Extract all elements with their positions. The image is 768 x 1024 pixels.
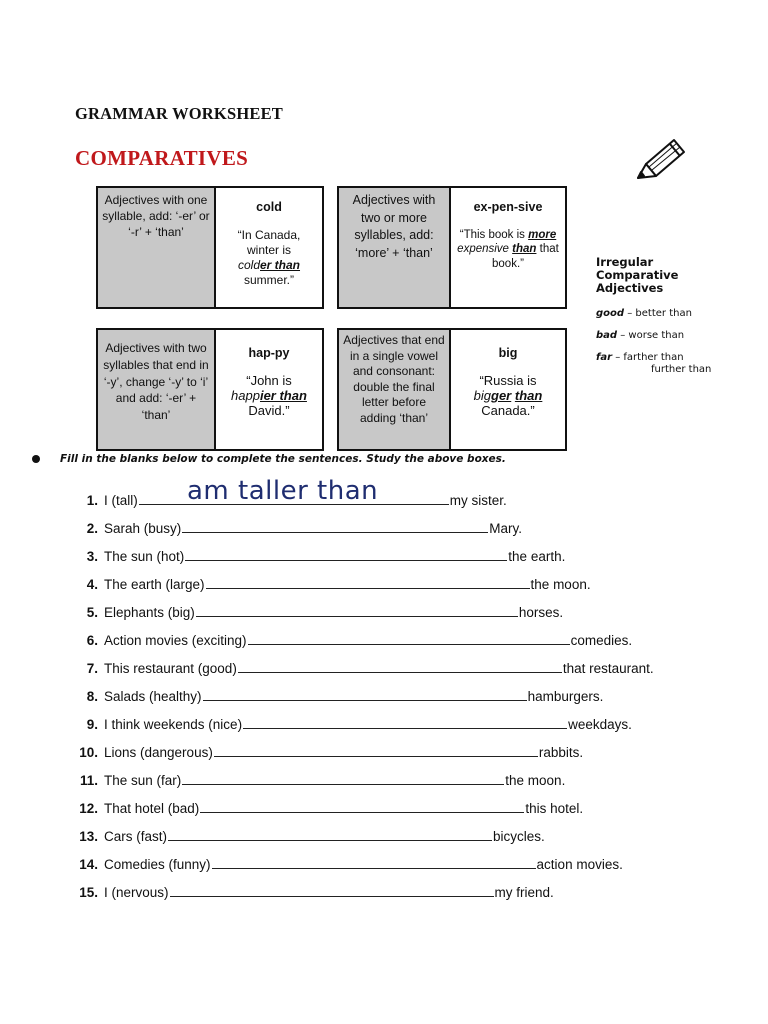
rule-box-ending-y (96, 328, 324, 451)
answer-blank[interactable] (206, 587, 530, 589)
question-prompt: This restaurant (good) (104, 661, 237, 676)
rule-box-two-syllables (337, 186, 567, 309)
answer-blank[interactable] (203, 699, 527, 701)
question-prompt: The sun (far) (104, 773, 182, 788)
example-word: hap-py (248, 346, 290, 360)
question-ending: bicycles. (493, 829, 545, 844)
question-number: 14. (79, 857, 98, 872)
rule-text: Adjectives that end in a single vowel and consonant: double the final letter before adding ‘than’ (339, 330, 451, 449)
answer-blank[interactable] (248, 643, 570, 645)
example-cell (216, 188, 322, 307)
question-row (60, 792, 583, 816)
question-prompt: Cars (fast) (104, 829, 168, 844)
question-ending: horses. (518, 605, 564, 620)
question-number: 8. (86, 689, 98, 704)
question-ending: weekdays. (568, 717, 632, 732)
question-number: 1. (86, 493, 98, 508)
bullet-icon (32, 455, 40, 463)
question-prompt: The sun (hot) (104, 549, 185, 564)
question-prompt: Sarah (busy) (104, 521, 182, 536)
example-word: cold (256, 200, 282, 214)
question-ending: the moon. (505, 773, 566, 788)
answer-blank[interactable] (196, 615, 518, 617)
irregular-far: far – farther than (596, 351, 684, 363)
question-row (60, 512, 522, 536)
rule-box-double-consonant (337, 328, 567, 451)
answer-blank[interactable] (182, 783, 504, 785)
example-cell (451, 330, 565, 449)
example-sentence: “John is happier than David.” (231, 373, 307, 418)
answer-blank[interactable] (243, 727, 567, 729)
example-sentence: “In Canada, winter is colder than summer.” (237, 228, 301, 287)
question-ending: that restaurant. (562, 661, 654, 676)
question-row (60, 764, 565, 788)
question-prompt: Comedies (funny) (104, 857, 211, 872)
example-cell (216, 330, 322, 449)
question-ending: my sister. (449, 493, 507, 508)
question-prompt: I (nervous) (104, 885, 169, 900)
answer-blank[interactable] (182, 531, 488, 533)
handwritten-answer[interactable]: am taller than (187, 476, 379, 506)
rule-box-one-syllable (96, 186, 324, 309)
question-row (60, 820, 545, 844)
question-row (60, 568, 591, 592)
question-ending: my friend. (494, 885, 554, 900)
worksheet-title: GRAMMAR WORKSHEET (75, 104, 283, 123)
question-number: 15. (79, 885, 98, 900)
question-prompt: Action movies (exciting) (104, 633, 247, 648)
question-prompt: Salads (healthy) (104, 689, 202, 704)
question-prompt: Elephants (big) (104, 605, 195, 620)
question-number: 2. (86, 521, 98, 536)
question-prompt: I (tall) (104, 493, 138, 508)
rule-text: Adjectives with two or more syllables, add: ‘more’ + ‘than’ (339, 188, 451, 307)
question-ending: the moon. (530, 577, 591, 592)
answer-blank[interactable] (139, 503, 449, 505)
question-prompt: The earth (large) (104, 577, 205, 592)
question-number: 3. (86, 549, 98, 564)
question-row (60, 484, 507, 508)
question-number: 6. (86, 633, 98, 648)
question-ending: comedies. (570, 633, 633, 648)
answer-blank[interactable] (168, 839, 492, 841)
question-number: 9. (86, 717, 98, 732)
question-number: 5. (86, 605, 98, 620)
pencil-icon (632, 130, 692, 180)
answer-blank[interactable] (214, 755, 538, 757)
question-row (60, 848, 623, 872)
question-number: 4. (86, 577, 98, 592)
irregular-title: Irregular Comparative Adjectives (596, 255, 679, 296)
answer-blank[interactable] (170, 895, 494, 897)
question-number: 12. (79, 801, 98, 816)
answer-blank[interactable] (200, 811, 524, 813)
irregular-bad: bad – worse than (596, 329, 685, 341)
example-cell (451, 188, 565, 307)
question-ending: action movies. (536, 857, 623, 872)
rule-text: Adjectives with one syllable, add: ‘-er’ or ‘-r’ + ‘than’ (98, 188, 216, 307)
question-number: 10. (79, 745, 98, 760)
question-prompt: That hotel (bad) (104, 801, 200, 816)
question-row (60, 680, 603, 704)
question-ending: hamburgers. (527, 689, 604, 704)
question-row (60, 596, 563, 620)
question-row (60, 652, 654, 676)
irregular-adjectives (596, 256, 766, 376)
example-sentence: “This book is more expensive than that book.” (457, 229, 559, 270)
question-row (60, 624, 632, 648)
question-ending: rabbits. (538, 745, 584, 760)
question-row (60, 876, 554, 900)
answer-blank[interactable] (238, 671, 562, 673)
example-word: ex-pen-sive (473, 200, 543, 214)
worksheet-subtitle: COMPARATIVES (75, 146, 249, 170)
question-ending: Mary. (489, 521, 523, 536)
question-number: 13. (79, 829, 98, 844)
answer-blank[interactable] (212, 867, 536, 869)
rule-text: Adjectives with two syllables that end in ‘-y’, change ‘-y’ to ‘i’ and add: ‘-er’ + ‘than’ (98, 330, 216, 449)
instructions: Fill in the blanks below to complete the sentences. Study the above boxes. (60, 453, 506, 465)
question-prompt: I think weekends (nice) (104, 717, 243, 732)
answer-blank[interactable] (185, 559, 507, 561)
question-number: 11. (79, 773, 98, 788)
question-prompt: Lions (dangerous) (104, 745, 213, 760)
question-row (60, 736, 583, 760)
question-row (60, 540, 565, 564)
question-row (60, 708, 632, 732)
irregular-far-alt: further than (651, 363, 712, 375)
example-sentence: “Russia is bigger than Canada.” (473, 373, 543, 418)
question-ending: this hotel. (525, 801, 584, 816)
question-number: 7. (86, 661, 98, 676)
example-word: big (498, 346, 518, 360)
question-ending: the earth. (508, 549, 566, 564)
irregular-good: good – better than (596, 307, 692, 319)
